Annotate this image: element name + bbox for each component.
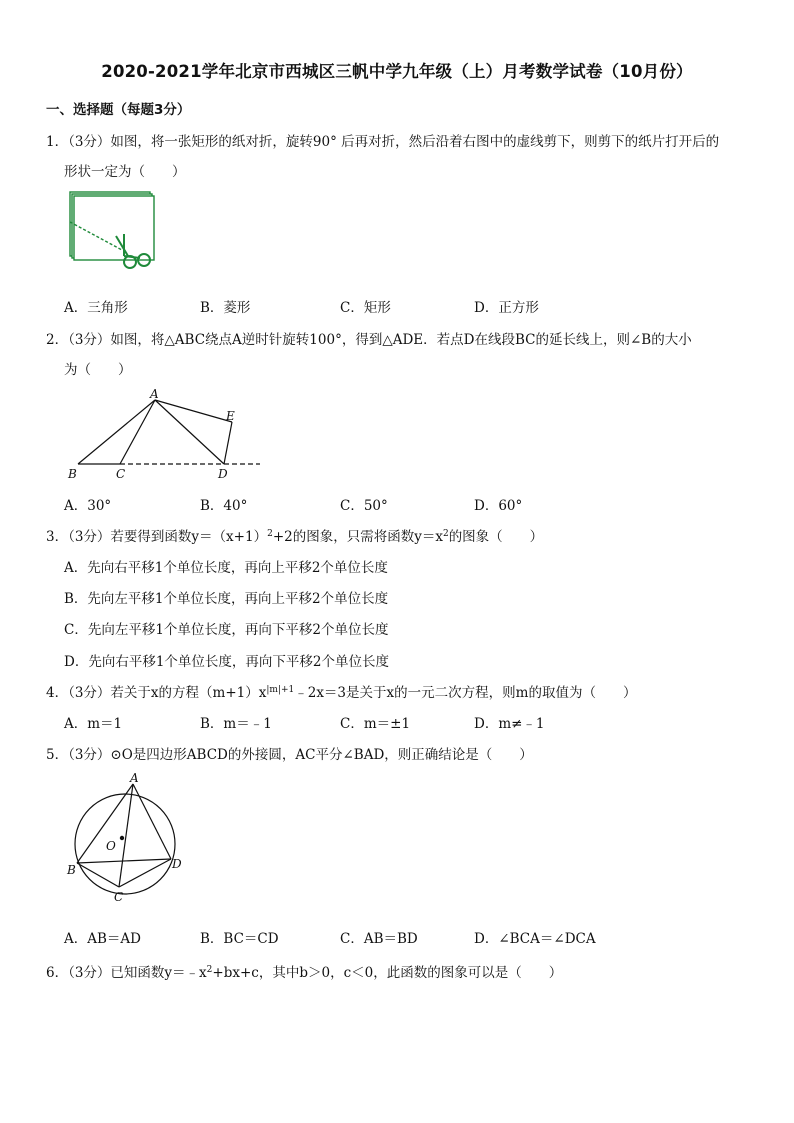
q2-text-line1: 2．（3分）如图，将△ABC绕点A逆时针旋转100°，得到△ADE．若点D在线段BC的延长线上，则∠B的大小	[46, 332, 692, 348]
q3-option-d[interactable]: D．先向右平移1个单位长度，再向下平移2个单位长度	[64, 654, 390, 670]
q5-option-a[interactable]: A．AB＝AD	[64, 931, 141, 947]
q3-text: 3．（3分）若要得到函数$y=(x+1)^2+2$的图象，只需将函数$y=x^2$的图象（ ）	[46, 529, 544, 545]
q4-text: 4．（3分）若关于x的方程$(m+1)x^{|m|+1}﹣2x=3$是关于x的一元二次方程，则m的取值为（ ）	[46, 685, 637, 701]
q1-option-b[interactable]: B．菱形	[200, 300, 251, 316]
q6-text: 6．（3分）已知函数$y=﹣x^2+bx+c$，其中b＞0，c＜0，此函数的图象可以是（ ）	[46, 965, 563, 981]
q2-text-line2: 为（ ）	[64, 362, 132, 378]
q2-option-c[interactable]: C．50°	[340, 498, 388, 514]
q2-label-a: A	[150, 387, 159, 401]
q1-option-a[interactable]: A．三角形	[64, 300, 128, 316]
q1-option-c[interactable]: C．矩形	[340, 300, 391, 316]
q4-option-a[interactable]: A．m＝1	[64, 716, 123, 732]
q5-option-b[interactable]: B．BC＝CD	[200, 931, 279, 947]
q2-label-b: B	[68, 467, 77, 481]
q5-label-d: D	[172, 857, 182, 871]
q1-text-line1: 1．（3分）如图，将一张矩形的纸对折，旋转90° 后再对折，然后沿着右图中的虚线剪下，则剪下的纸片打开后的	[46, 134, 720, 150]
q5-option-c[interactable]: C．AB＝BD	[340, 931, 418, 947]
q4-option-b[interactable]: B．m＝﹣1	[200, 716, 272, 732]
q5-circle-figure	[64, 770, 194, 905]
q4-option-d[interactable]: D．m≠﹣1	[474, 716, 545, 732]
q3-option-b[interactable]: B．先向左平移1个单位长度，再向上平移2个单位长度	[64, 591, 389, 607]
q2-option-a[interactable]: A．30°	[64, 498, 112, 514]
q2-label-e: E	[226, 409, 235, 423]
q5-option-d[interactable]: D．∠BCA＝∠DCA	[474, 931, 596, 947]
page-title: 2020-2021学年北京市西城区三帆中学九年级（上）月考数学试卷（10月份）	[101, 62, 693, 81]
q1-text-line2: 形状一定为（ ）	[64, 164, 186, 180]
section-heading: 一、选择题（每题3分）	[46, 102, 191, 118]
q2-option-d[interactable]: D．60°	[474, 498, 523, 514]
q1-folded-paper-figure	[64, 186, 160, 282]
q2-triangle-figure	[64, 384, 264, 484]
q5-label-b: B	[67, 863, 76, 877]
q2-label-c: C	[116, 467, 126, 481]
q5-label-a: A	[130, 771, 139, 785]
q5-label-c: C	[114, 890, 124, 904]
q5-text: 5．（3分）⊙O是四边形ABCD的外接圆，AC平分∠BAD，则正确结论是（ ）	[46, 747, 533, 763]
q4-option-c[interactable]: C．m＝±1	[340, 716, 411, 732]
q3-option-c[interactable]: C．先向左平移1个单位长度，再向下平移2个单位长度	[64, 622, 389, 638]
q5-label-o: O	[106, 839, 116, 853]
q3-option-a[interactable]: A．先向右平移1个单位长度，再向上平移2个单位长度	[64, 560, 388, 576]
q1-option-d[interactable]: D．正方形	[474, 300, 539, 316]
q2-option-b[interactable]: B．40°	[200, 498, 248, 514]
q2-label-d: D	[218, 467, 228, 481]
